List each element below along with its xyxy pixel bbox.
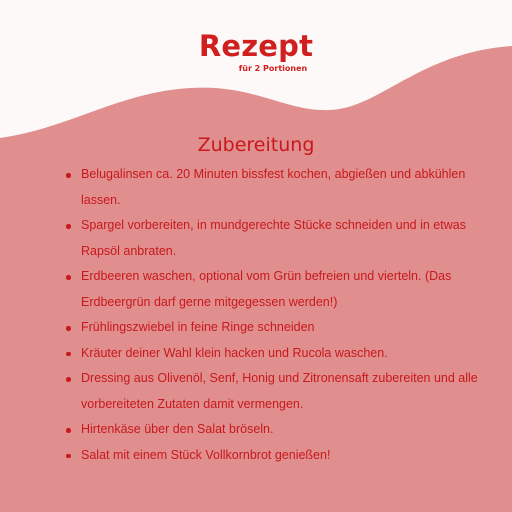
step-item: [60, 264, 480, 315]
bullet-icon: [66, 275, 71, 280]
bullet-icon: [66, 454, 71, 459]
section-title: Zubereitung: [197, 134, 315, 156]
bullet-icon: [66, 173, 71, 178]
step-item: [60, 341, 480, 367]
bullet-icon: [66, 326, 71, 331]
step-item: [60, 417, 480, 443]
step-text: Spargel vorbereiten, in mundgerechte Stücke schneiden und in etwas Rapsöl anbraten.: [81, 218, 466, 258]
bullet-icon: [66, 224, 71, 229]
step-text: Dressing aus Olivenöl, Senf, Honig und Zitronensaft zubereiten und alle vorbereiteten Zutaten damit vermengen.: [81, 371, 478, 411]
step-text: Belugalinsen ca. 20 Minuten bissfest kochen, abgießen und abkühlen lassen.: [81, 167, 466, 207]
bullet-icon: [66, 377, 71, 382]
step-text: Kräuter deiner Wahl klein hacken und Rucola waschen.: [81, 345, 388, 360]
bullet-icon: [66, 428, 71, 433]
step-item: [60, 213, 480, 264]
steps-list: [60, 162, 480, 468]
header: [0, 28, 512, 74]
step-item: [60, 315, 480, 341]
step-text: Erdbeeren waschen, optional vom Grün befreien und vierteln. (Das Erdbeergrün darf gerne mitgegessen werden!): [81, 269, 452, 309]
page-subtitle: für 2 Portionen: [238, 64, 308, 73]
step-item: [60, 366, 480, 417]
step-text: Frühlingszwiebel in feine Ringe schneiden: [81, 320, 315, 334]
step-item: [60, 162, 480, 213]
step-text: Hirtenkäse über den Salat bröseln.: [81, 422, 274, 436]
step-text: Salat mit einem Stück Vollkornbrot genießen!: [81, 447, 331, 462]
bullet-icon: [66, 352, 71, 357]
page-title: Rezept: [198, 29, 314, 63]
step-item: [60, 443, 480, 469]
